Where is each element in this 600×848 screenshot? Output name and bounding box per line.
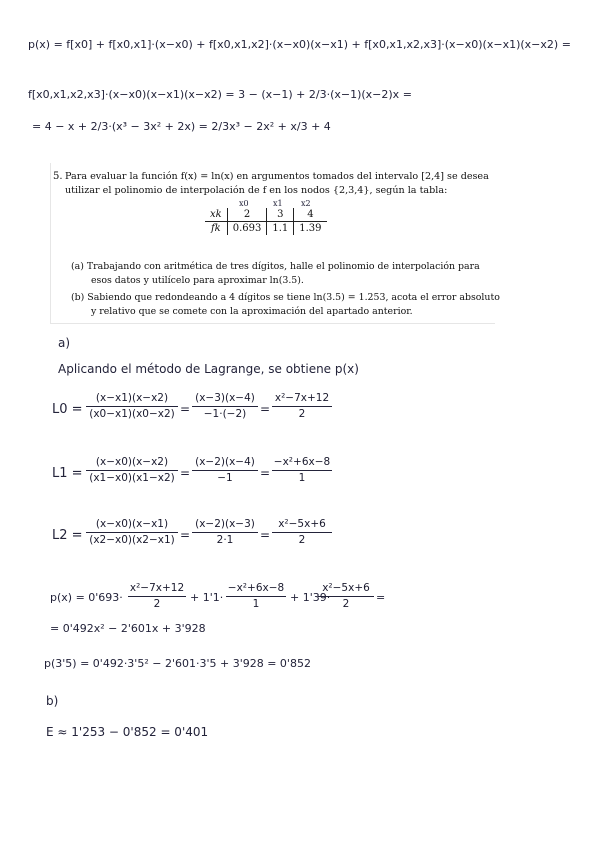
- l0-den2: −1·(−2): [203, 408, 247, 420]
- l0-fraction-3: [272, 392, 332, 421]
- l2-fraction-1: [86, 518, 178, 547]
- l2-eq2: =: [260, 528, 271, 542]
- l2-den2: 2·1: [216, 534, 234, 546]
- problem-statement: [50, 163, 500, 324]
- l0-num2: (x−3)(x−4): [195, 392, 255, 404]
- data-table: [205, 208, 327, 235]
- table-row-xk: [205, 208, 327, 222]
- p-plus-1: + 1'1·: [190, 591, 224, 604]
- node-label-x1: x1: [273, 199, 283, 208]
- l0-name: L0 =: [52, 402, 83, 417]
- p-term-3: [318, 582, 374, 611]
- p-term-1-den: 2: [153, 598, 161, 610]
- newton-line-1: p(x) = f[x0] + f[x0,x1]·(x−x0) + f[x0,x1,x2]·(x−x0)(x−x1) + f[x0,x1,x2,x3]·(x−x0)(x−x1)(x−x2) =: [28, 38, 571, 51]
- problem-number: 5.: [53, 171, 63, 182]
- l1-fraction-3: [272, 456, 332, 485]
- node-label-x2: x2: [301, 199, 311, 208]
- l2-den3: 2: [298, 534, 306, 546]
- table-cell: 3: [267, 208, 294, 222]
- error-estimate: E ≈ 1'253 − 0'852 = 0'401: [46, 725, 209, 739]
- l2-name: L2 =: [52, 528, 83, 543]
- l1-eq2: =: [260, 466, 271, 480]
- l1-fraction-2: [192, 456, 258, 485]
- p-term-3-den: 2: [342, 598, 350, 610]
- problem-intro-2: utilizar el polinomio de interpolación de f en los nodos {2,3,4}, según la tabla:: [65, 185, 448, 196]
- l2-num2: (x−2)(x−3): [195, 518, 255, 530]
- p-term-3-num: x²−5x+6: [322, 582, 370, 594]
- part-b-line-1: (b) Sabiendo que redondeando a 4 dígitos se tiene ln(3.5) = 1.253, acota el error absoluto: [71, 292, 500, 303]
- table-cell: 1.1: [267, 222, 294, 236]
- table-header-xk: xk: [205, 208, 227, 222]
- lagrange-intro: Aplicando el método de Lagrange, se obtiene p(x): [58, 362, 359, 376]
- node-label-x0: x0: [239, 199, 249, 208]
- table-cell: 2: [227, 208, 267, 222]
- problem-intro-1: Para evaluar la función f(x) = ln(x) en argumentos tomados del intervalo [2,4] se desea: [65, 171, 489, 182]
- l0-num: (x−x1)(x−x2): [95, 392, 169, 404]
- l1-eq: =: [180, 466, 191, 480]
- l2-fraction-2: [192, 518, 258, 547]
- table-cell: 1.39: [299, 223, 322, 234]
- l0-eq: =: [180, 402, 191, 416]
- l1-den3: 1: [298, 472, 306, 484]
- p-term-2: [226, 582, 286, 611]
- l2-fraction-3: [272, 518, 332, 547]
- l1-den: (x1−x0)(x1−x2): [89, 472, 175, 484]
- l2-num3: x²−5x+6: [278, 518, 326, 530]
- l1-fraction-1: [86, 456, 178, 485]
- table-cell: 4: [294, 208, 327, 222]
- l0-fraction-1: [86, 392, 178, 421]
- part-b-line-2: y relativo que se comete con la aproximación del apartado anterior.: [91, 306, 413, 317]
- l2-den: (x2−x0)(x2−x1): [89, 534, 175, 546]
- l1-num2: (x−2)(x−4): [195, 456, 255, 468]
- p-evaluation: p(3'5) = 0'492·3'5² − 2'601·3'5 + 3'928 = 0'852: [44, 657, 311, 670]
- l0-den: (x0−x1)(x0−x2): [89, 408, 175, 420]
- part-a-line-1: (a) Trabajando con aritmética de tres dígitos, halle el polinomio de interpolación para: [71, 261, 480, 272]
- l1-num: (x−x0)(x−x2): [95, 456, 169, 468]
- p-prefix: p(x) = 0'693·: [50, 591, 123, 604]
- l0-num3: x²−7x+12: [274, 392, 330, 404]
- p-eq: =: [376, 591, 386, 604]
- p-term-1: [128, 582, 186, 611]
- part-a-label: a): [58, 336, 71, 350]
- l0-den3: 2: [298, 408, 306, 420]
- p-plus-2: + 1'39·: [290, 591, 331, 604]
- l0-fraction-2: [192, 392, 258, 421]
- l0-eq2: =: [260, 402, 271, 416]
- newton-line-2: f[x0,x1,x2,x3]·(x−x0)(x−x1)(x−x2) = 3 − (x−1) + 2/3·(x−1)(x−2)x =: [28, 88, 412, 101]
- l1-den2: −1: [217, 472, 233, 484]
- p-term-1-num: x²−7x+12: [129, 582, 185, 594]
- p-result: = 0'492x² − 2'601x + 3'928: [50, 622, 206, 635]
- l1-num3: −x²+6x−8: [273, 456, 331, 468]
- table-row-fk: [205, 222, 327, 236]
- p-term-2-den: 1: [252, 598, 260, 610]
- l1-name: L1 =: [52, 466, 83, 481]
- table-cell: 0.693: [232, 223, 262, 234]
- l2-num: (x−x0)(x−x1): [95, 518, 169, 530]
- part-a-line-2: esos datos y utilícelo para aproximar ln(3.5).: [91, 275, 304, 286]
- part-b-label: b): [46, 694, 59, 708]
- l2-eq: =: [180, 528, 191, 542]
- table-header-fk: fk: [205, 222, 227, 236]
- p-term-2-num: −x²+6x−8: [227, 582, 285, 594]
- newton-line-3: = 4 − x + 2/3·(x³ − 3x² + 2x) = 2/3x³ − 2x² + x/3 + 4: [32, 120, 331, 133]
